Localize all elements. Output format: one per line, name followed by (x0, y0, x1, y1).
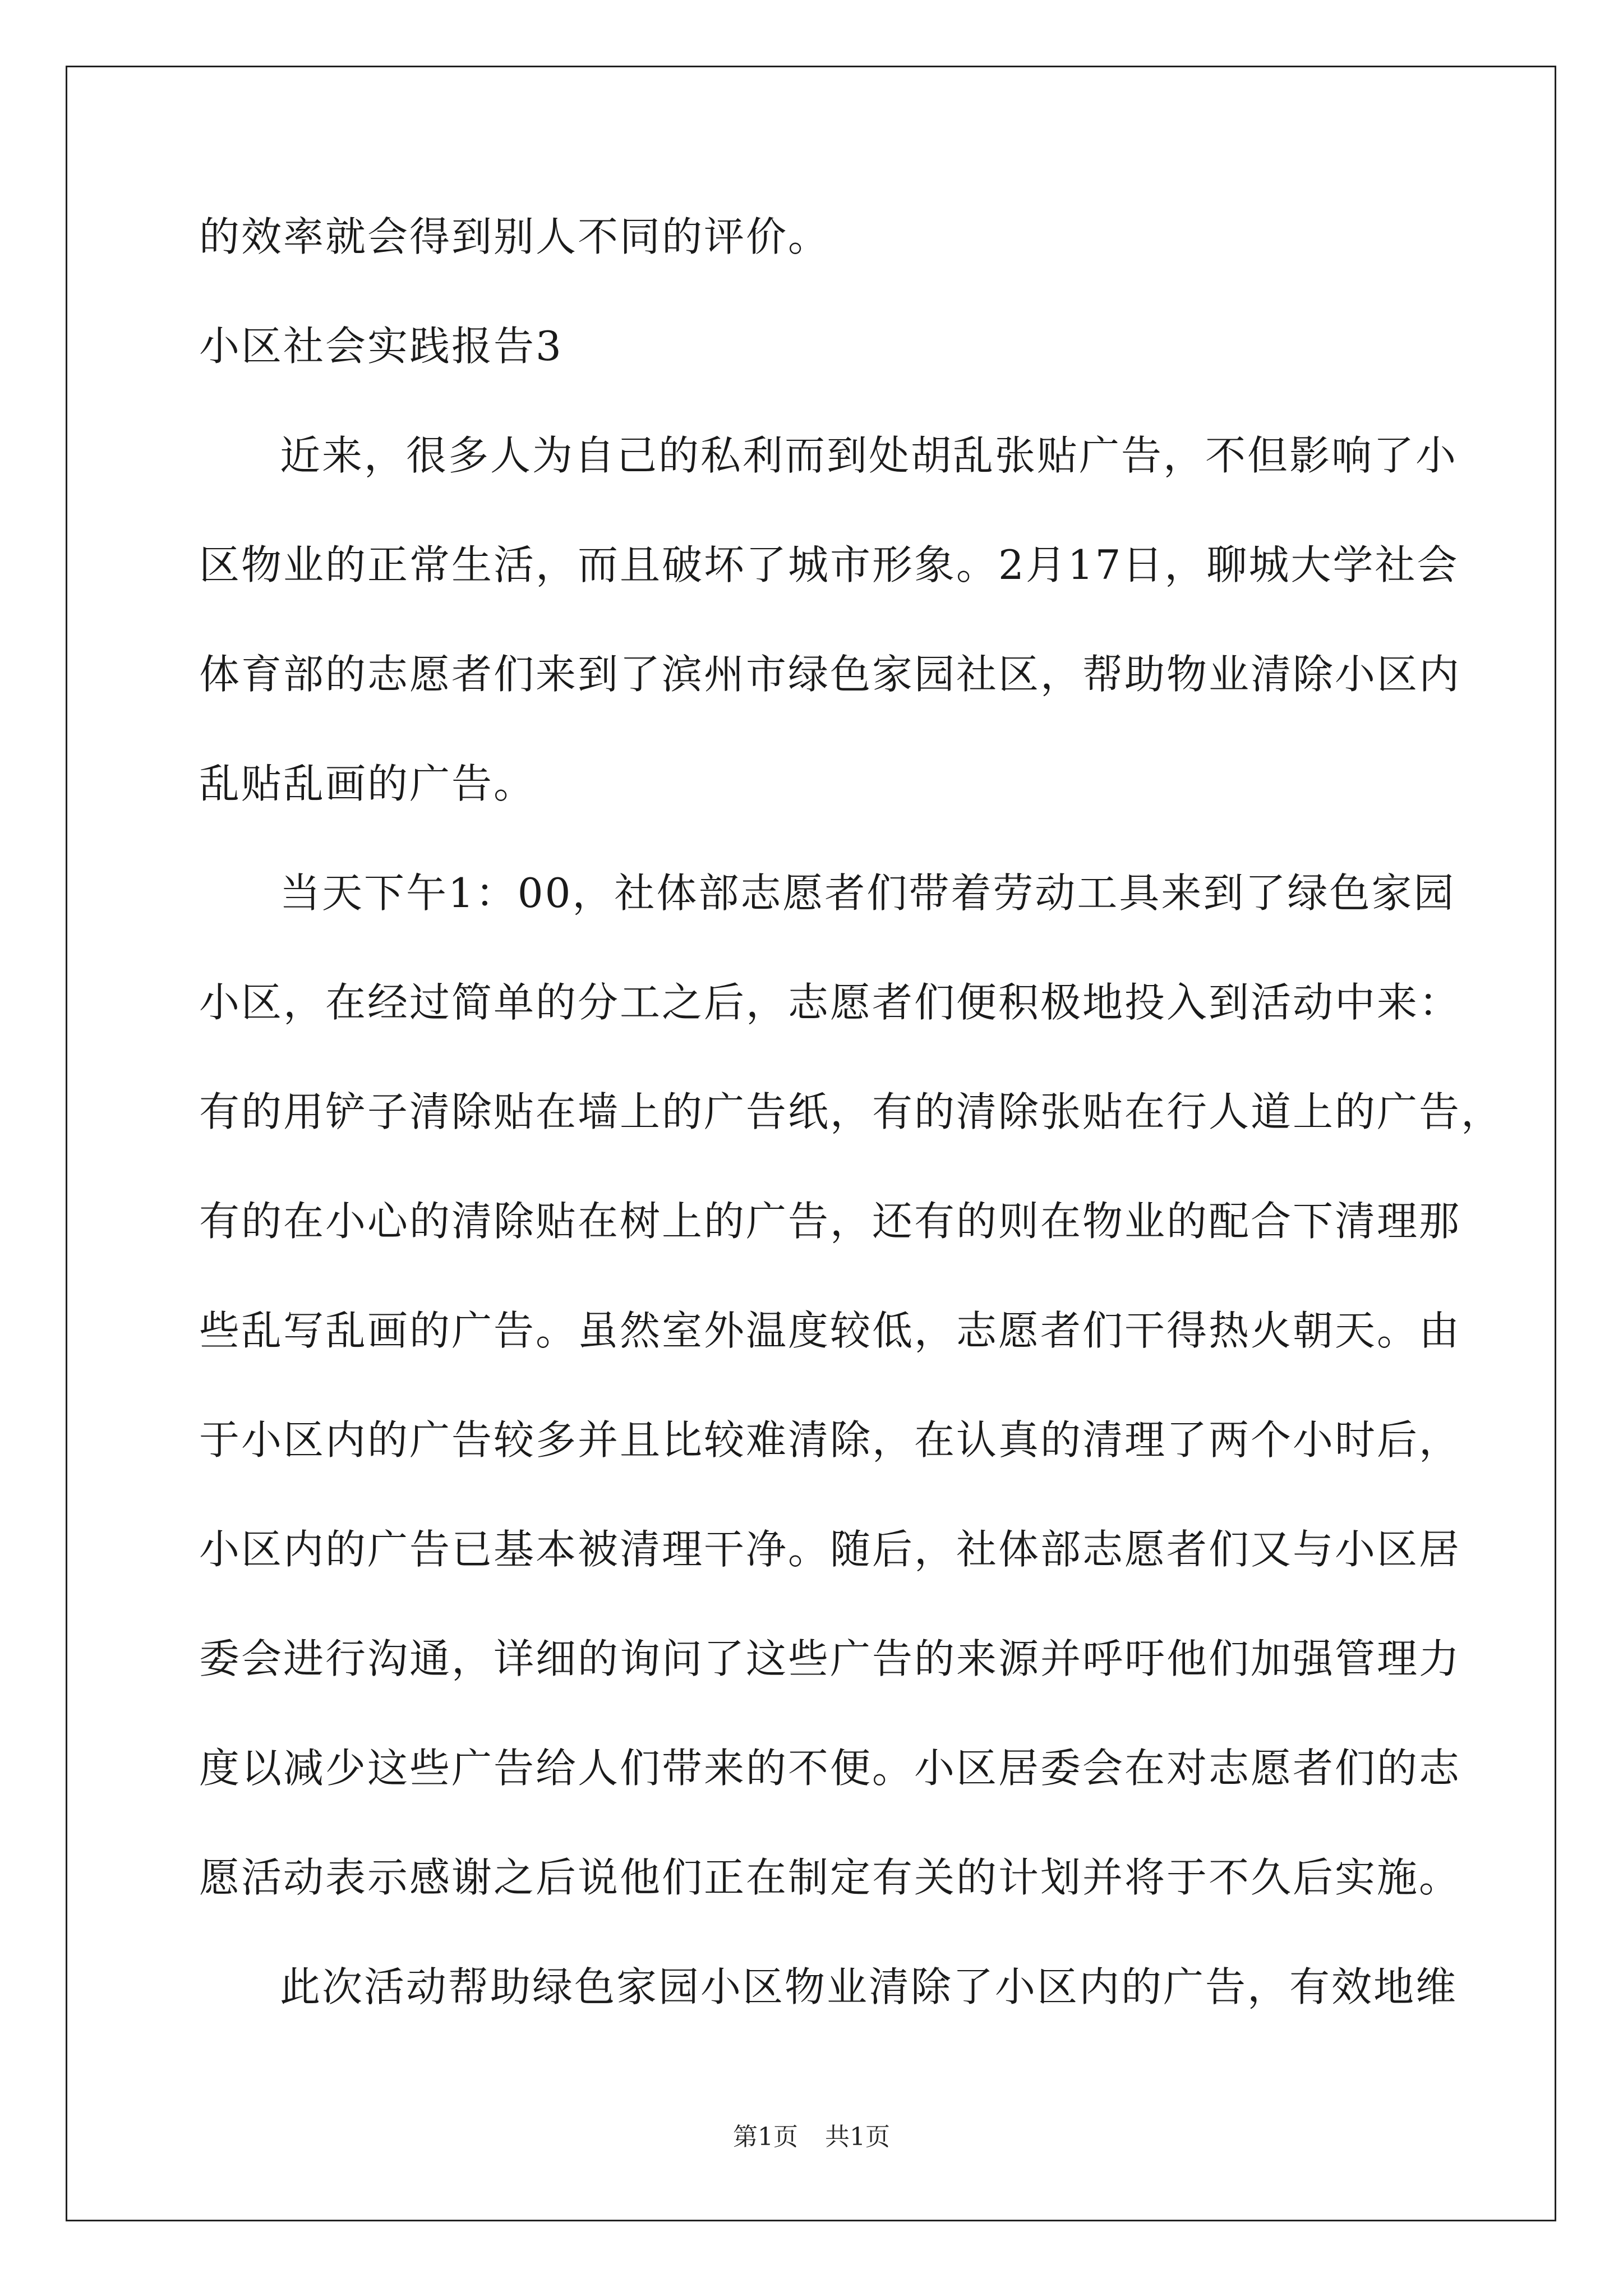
text-line: 的效率就会得到别人不同的评价。 (199, 213, 831, 260)
paragraph-line: 此次活动帮助绿色家园小区物业清除了小区内的广告，有效地维 (280, 1963, 1458, 2010)
paragraph-line: 度以减少这些广告给人们带来的不便。小区居委会在对志愿者们的志 (199, 1745, 1461, 1792)
paragraph-line: 区物业的正常生活，而且破坏了城市形象。2月17日，聊城大学社会 (199, 541, 1459, 588)
page-footer (0, 2120, 1623, 2154)
paragraph-line: 乱贴乱画的广告。 (199, 760, 536, 807)
paragraph-line: 小区内的广告已基本被清理干净。随后，社体部志愿者们又与小区居 (199, 1526, 1461, 1573)
section-heading: 小区社会实践报告3 (199, 323, 563, 370)
paragraph-line: 近来，很多人为自己的私利而到处胡乱张贴广告，不但影响了小 (280, 432, 1458, 479)
paragraph-line: 当天下午1：00，社体部志愿者们带着劳动工具来到了绿色家园 (280, 869, 1456, 917)
paragraph-line: 于小区内的广告较多并且比较难清除，在认真的清理了两个小时后， (199, 1416, 1461, 1464)
paragraph-line: 愿活动表示感谢之后说他们正在制定有关的计划并将于不久后实施。 (199, 1854, 1461, 1901)
paragraph-line: 体育部的志愿者们来到了滨州市绿色家园社区，帮助物业清除小区内 (199, 651, 1461, 698)
paragraph-line: 小区，在经过简单的分工之后，志愿者们便积极地投入到活动中来： (199, 979, 1461, 1026)
paragraph-line: 有的用铲子清除贴在墙上的广告纸，有的清除张贴在行人道上的广告， (199, 1088, 1504, 1135)
paragraph-line: 有的在小心的清除贴在树上的广告，还有的则在物业的配合下清理那 (199, 1198, 1461, 1245)
paragraph-line: 委会进行沟通，详细的询问了这些广告的来源并呼吁他们加强管理力 (199, 1635, 1461, 1682)
page-number: 第1页 (733, 2123, 798, 2151)
page-total: 共1页 (825, 2123, 890, 2151)
paragraph-line: 些乱写乱画的广告。虽然室外温度较低，志愿者们干得热火朝天。由 (199, 1307, 1461, 1354)
